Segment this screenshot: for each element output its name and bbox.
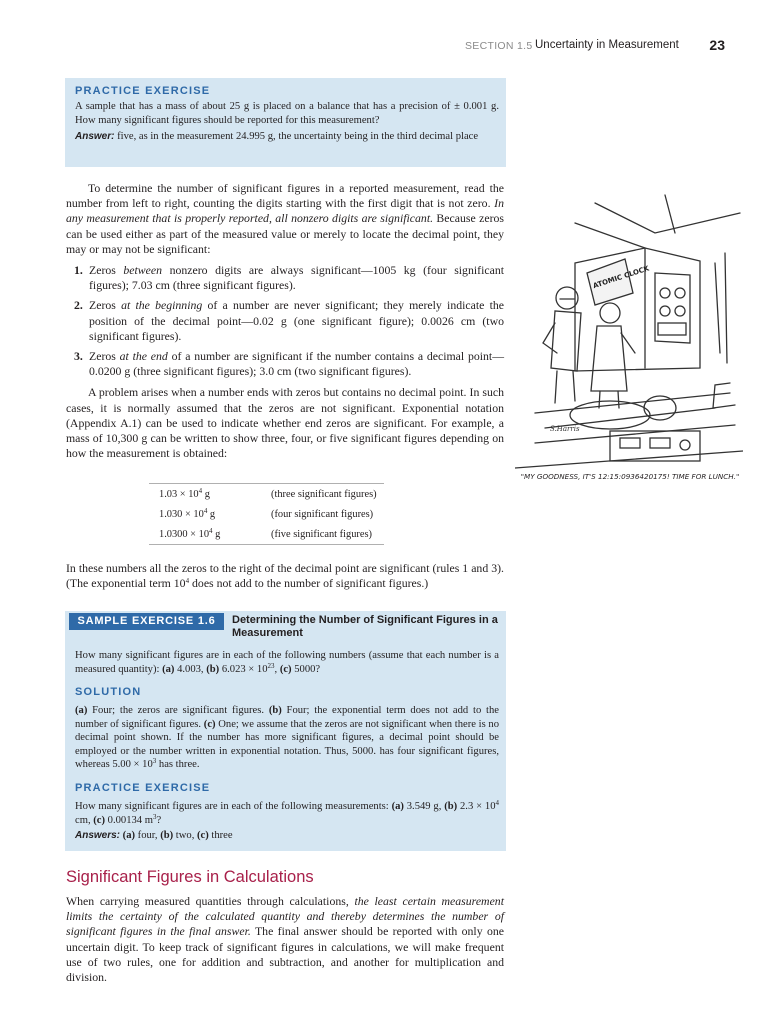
rule-item: 3. Zeros at the end of a number are significant if the number contains a decimal point—0.0200 g (three significant figures); 3.0 cm (two significant figures). <box>74 349 504 379</box>
atomic-clock-sign: ATOMIC CLOCK <box>591 264 651 291</box>
practice-exercise-heading: PRACTICE EXERCISE <box>75 85 211 97</box>
solution-heading: SOLUTION <box>75 686 142 698</box>
exponential-note-paragraph: In these numbers all the zeros to the right of the decimal point are significant (rules 1 and 3). (The exponential term $10^4$ does not add to the number of significant figures.) <box>66 561 504 591</box>
sample-exercise-title: Determining the Number of Significant Figures in a Measurement <box>232 614 498 639</box>
atomic-clock-cartoon <box>515 193 743 498</box>
cartoon-caption: "MY GOODNESS, IT'S 12:15:0936420175! TIME FOR LUNCH." <box>520 472 740 481</box>
sample-exercise-box <box>65 611 506 851</box>
significance-rules-list <box>66 263 504 379</box>
rule-item: 1. Zeros between nonzero digits are always significant—1005 kg (four significant figures); 7.03 cm (three significant figures). <box>74 263 504 293</box>
table-row: $1.030 \times 10^4$ g (four significant figures) <box>159 507 374 520</box>
page-number: 23 <box>709 37 725 53</box>
sample-question: How many significant figures are in each of the following numbers (assume that each number is a measured quantity): (a) 4.003, (b) $6.023 \times 10^{23}$, (c) 5000? <box>75 650 499 675</box>
answer-label: Answer: <box>75 131 115 142</box>
solution-text: (a) Four; the zeros are significant figures. (b) Four; the exponential term does not add to the number of significant figures. (c) One; we assume that the zeros are not significant when there is no decimal point shown. If the number has more significant figures, a decimal point should be employed or the number written in exponential notation. Thus, 5000. has four significant figures, whereas $5.00 \times 10^3$ has three. <box>75 705 499 770</box>
practice-answer: Answer: five, as in the measurement 24.995 g, the uncertainty being in the third decimal place <box>75 131 479 142</box>
practice-exercise-box <box>65 78 506 167</box>
section-heading: Significant Figures in Calculations <box>66 868 314 886</box>
running-head <box>420 38 725 56</box>
practice-question: How many significant figures are in each of the following measurements: (a) 3.549 g, (b) $2.3 \times 10^4$ cm, (c) 0.00134 $m^3$? <box>75 799 499 826</box>
running-head-title: Uncertainty in Measurement <box>535 39 679 51</box>
sample-exercise-tag: SAMPLE EXERCISE 1.6 <box>69 613 224 630</box>
table-row: $1.03 \times 10^4$ g (three significant figures) <box>159 487 377 500</box>
practice-exercise-heading: PRACTICE EXERCISE <box>75 782 211 794</box>
sig-fig-table <box>149 483 384 545</box>
table-row: $1.0300 \times 10^4$ g (five significant figures) <box>159 527 372 540</box>
calculations-paragraph: When carrying measured quantities through calculations, the least certain measurement limits the certainty of the calculated quantity and thereby determines the number of significant figures in the final answer. The final answer should be reported with only one uncertain digit. To keep track of significant figures in calculations, we will make frequent use of two rules, one for addition and subtraction, and another for multiplication and division. <box>66 894 504 985</box>
practice-question: A sample that has a mass of about 25 g is placed on a balance that has a precision of ± 0.001 g. How many significant figures should be reported for this measurement? <box>75 101 499 126</box>
trailing-zeros-paragraph: A problem arises when a number ends with zeros but contains no decimal point. In such cases, it is normally assumed that the zeros are not significant. Exponential notation (Appendix A.1) can be used to indicate whether end zeros are significant. For example, a mass of 10,300 g can be written to show three, four, or five significant figures depending on how the measurement is obtained: <box>66 385 504 461</box>
intro-paragraph: To determine the number of significant figures in a reported measurement, read the number from left to right, counting the digits starting with the first digit that is not zero. In any measurement that is properly reported, all nonzero digits are significant. Because zeros can be used either as part of the measured value or merely to locate the decimal point, they may or may not be significant: <box>66 181 504 256</box>
running-head-section: SECTION 1.5 <box>465 40 533 52</box>
practice-answers: Answers: (a) four, (b) two, (c) three <box>75 830 233 841</box>
artist-signature: S.Harris <box>550 425 580 433</box>
answers-label: Answers: <box>75 830 121 841</box>
body-text <box>66 181 504 461</box>
rule-item: 2. Zeros at the beginning of a number are never significant; they merely indicate the position of the decimal point—0.02 g (one significant figure); 0.0026 cm (two significant figures). <box>74 298 505 343</box>
